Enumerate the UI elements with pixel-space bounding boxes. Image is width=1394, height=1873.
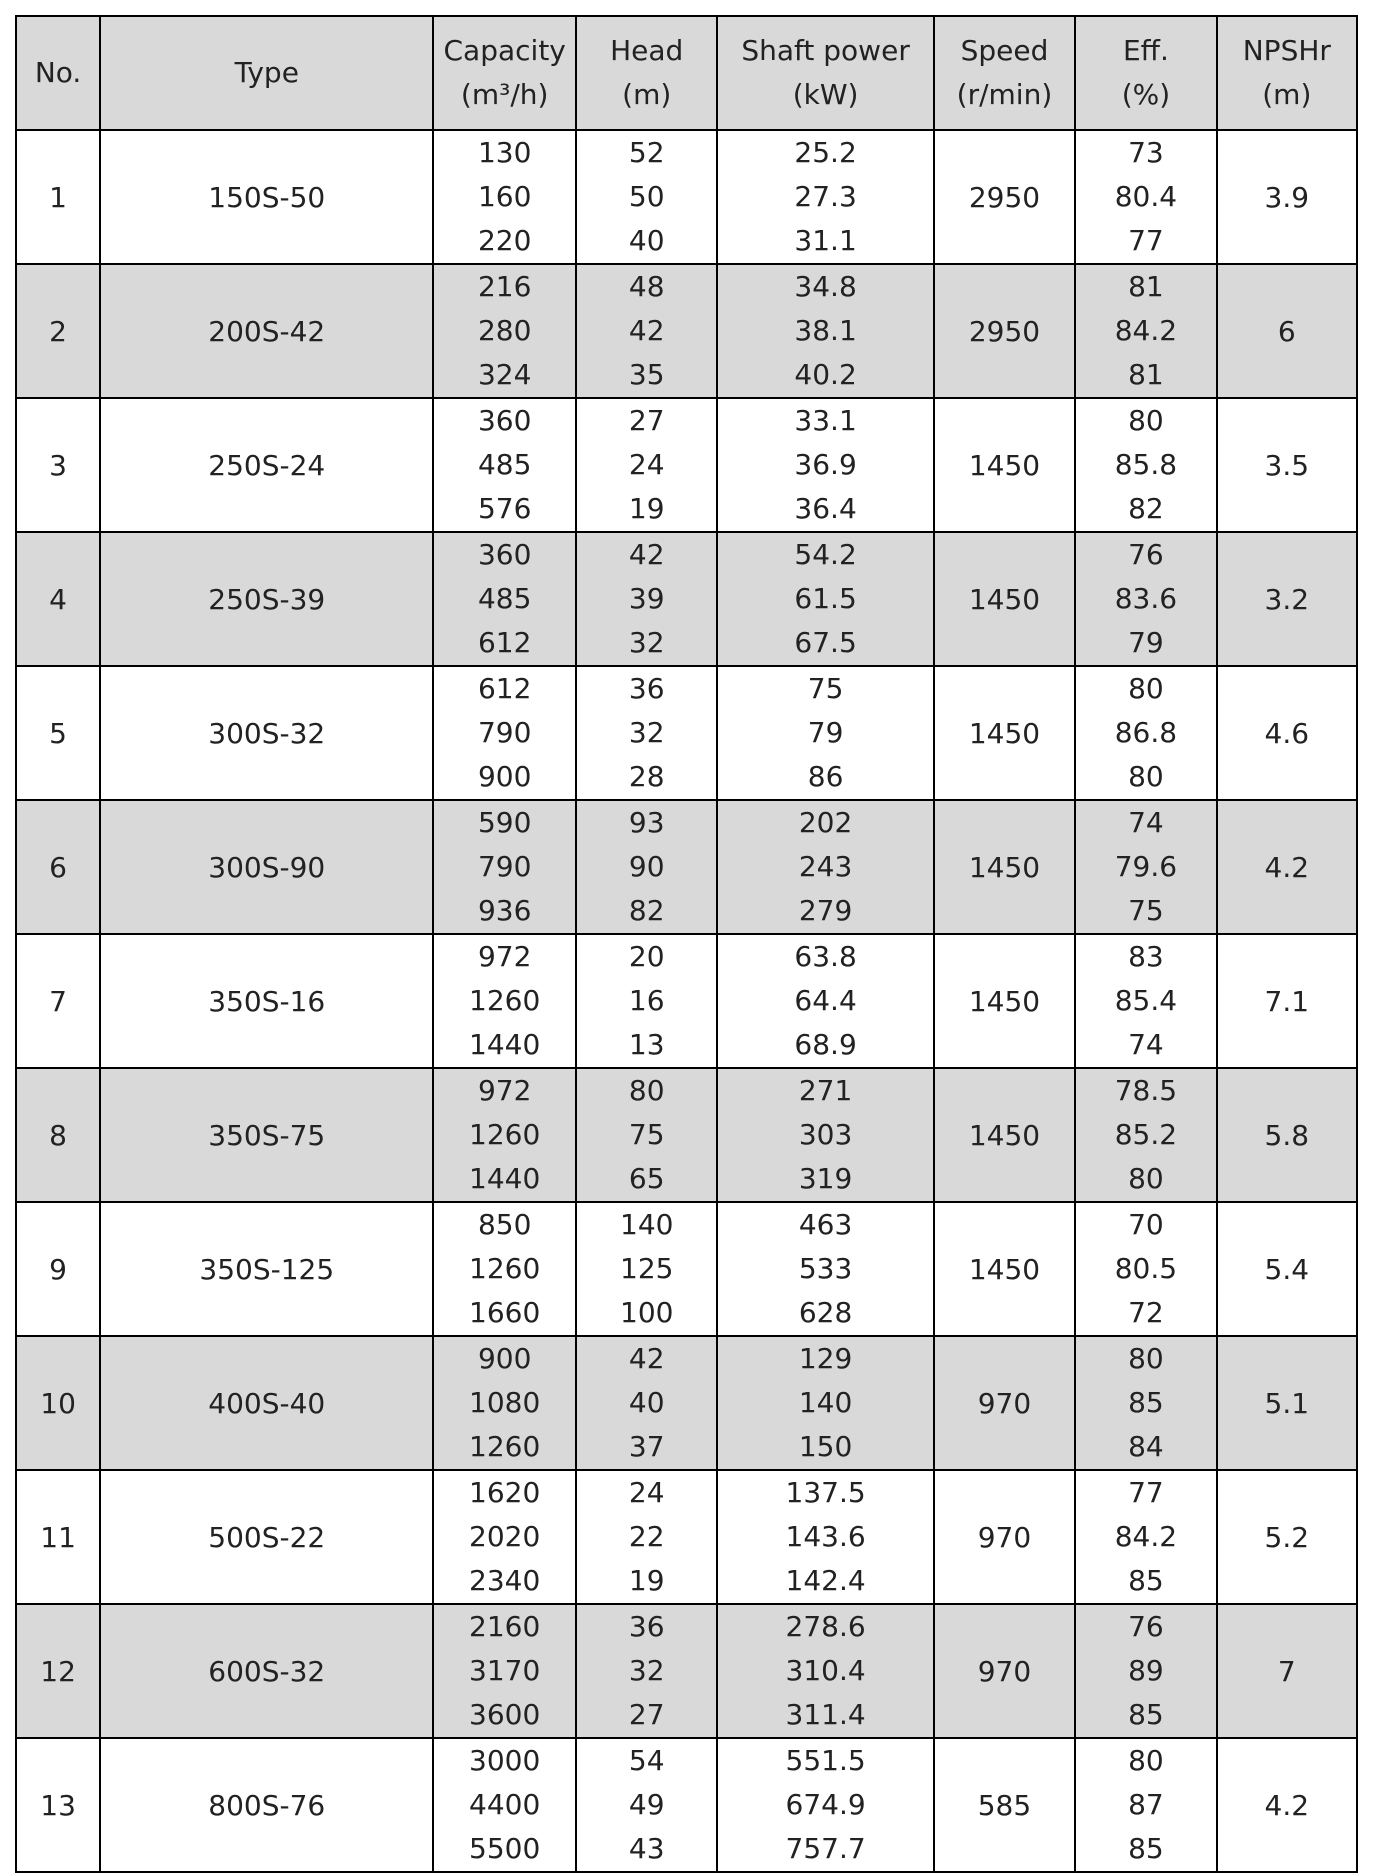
capacity-cell-value: 360 xyxy=(477,538,532,571)
capacity-cell-value: 2340 xyxy=(469,1564,541,1597)
shaft-power-cell-value: 533 xyxy=(798,1252,853,1285)
speed-cell: 1450 xyxy=(934,398,1075,532)
shaft-power-cell-value: 68.9 xyxy=(794,1028,857,1061)
pump-type: 350S-16 xyxy=(100,934,433,1068)
shaft-power-cell-value: 757.7 xyxy=(785,1832,866,1865)
header-label: Shaft power xyxy=(741,34,910,67)
speed-cell: 1450 xyxy=(934,666,1075,800)
shaft-power-cell xyxy=(717,934,933,1068)
head-cell-value: 36 xyxy=(628,672,665,705)
capacity-cell xyxy=(433,666,576,800)
capacity-cell-value: 324 xyxy=(477,358,532,391)
eff-cell xyxy=(1075,130,1216,264)
head-cell-value: 140 xyxy=(620,1208,674,1241)
capacity-cell xyxy=(433,398,576,532)
shaft-power-cell xyxy=(717,800,933,934)
capacity-cell-value: 2160 xyxy=(469,1610,541,1643)
capacity-cell xyxy=(433,264,576,398)
npshr-cell: 4.6 xyxy=(1217,666,1357,800)
pump-type: 350S-75 xyxy=(100,1068,433,1202)
row-number: 2 xyxy=(16,264,100,398)
speed-cell: 585 xyxy=(934,1738,1075,1872)
shaft-power-cell-value: 86 xyxy=(807,760,844,793)
head-cell-value: 24 xyxy=(628,1476,665,1509)
npshr-cell: 7.1 xyxy=(1217,934,1357,1068)
eff-cell-value: 84.2 xyxy=(1114,314,1178,347)
eff-cell-value: 87 xyxy=(1128,1788,1164,1821)
head-cell-value: 13 xyxy=(628,1028,665,1061)
capacity-cell-value: 485 xyxy=(477,582,532,615)
capacity-cell xyxy=(433,800,576,934)
head-cell xyxy=(576,532,717,666)
pump-type: 250S-24 xyxy=(100,398,433,532)
eff-cell-value: 84.2 xyxy=(1114,1520,1178,1553)
capacity-cell-value: 972 xyxy=(477,1074,532,1107)
head-cell-value: 75 xyxy=(628,1118,665,1151)
shaft-power-cell-value: 674.9 xyxy=(785,1788,866,1821)
eff-cell-value: 70 xyxy=(1128,1208,1164,1241)
head-cell xyxy=(576,264,717,398)
capacity-cell-value: 850 xyxy=(477,1208,532,1241)
table-row xyxy=(16,934,1357,1068)
table-row xyxy=(16,1604,1357,1738)
head-cell-value: 82 xyxy=(628,894,665,927)
npshr-cell: 6 xyxy=(1217,264,1357,398)
head-cell xyxy=(576,130,717,264)
capacity-cell-value: 612 xyxy=(477,672,532,705)
npshr-cell: 4.2 xyxy=(1217,800,1357,934)
capacity-cell-value: 612 xyxy=(477,626,532,659)
eff-cell-value: 73 xyxy=(1128,136,1164,169)
eff-cell-value: 75 xyxy=(1128,894,1164,927)
eff-cell-value: 80 xyxy=(1128,1744,1164,1777)
npshr-cell: 4.2 xyxy=(1217,1738,1357,1872)
head-cell-value: 54 xyxy=(628,1744,665,1777)
eff-cell-value: 82 xyxy=(1128,492,1164,525)
capacity-cell-value: 1260 xyxy=(469,984,541,1017)
eff-cell-value: 80 xyxy=(1128,1162,1164,1195)
head-cell-value: 24 xyxy=(628,448,665,481)
head-cell-value: 27 xyxy=(628,404,665,437)
shaft-power-cell-value: 61.5 xyxy=(794,582,857,615)
head-cell-value: 35 xyxy=(628,358,665,391)
eff-cell-value: 76 xyxy=(1128,1610,1164,1643)
capacity-cell-value: 790 xyxy=(477,850,532,883)
eff-cell-value: 85.2 xyxy=(1114,1118,1178,1151)
head-cell xyxy=(576,1202,717,1336)
capacity-cell xyxy=(433,130,576,264)
capacity-cell-value: 900 xyxy=(477,1342,532,1375)
eff-cell-value: 80.4 xyxy=(1114,180,1178,213)
row-number: 3 xyxy=(16,398,100,532)
head-cell-value: 100 xyxy=(620,1296,674,1329)
header-eff xyxy=(1075,16,1216,130)
pump-type: 400S-40 xyxy=(100,1336,433,1470)
header-label: Head xyxy=(610,34,684,67)
eff-cell-value: 77 xyxy=(1128,1476,1164,1509)
row-number: 13 xyxy=(16,1738,100,1872)
header-unit: (%) xyxy=(1121,78,1171,111)
header-capacity xyxy=(433,16,576,130)
header-type xyxy=(100,16,433,130)
shaft-power-cell-value: 319 xyxy=(798,1162,853,1195)
head-cell-value: 37 xyxy=(628,1430,665,1463)
pump-type: 800S-76 xyxy=(100,1738,433,1872)
capacity-cell xyxy=(433,934,576,1068)
row-number: 1 xyxy=(16,130,100,264)
shaft-power-cell-value: 36.4 xyxy=(794,492,857,525)
npshr-cell: 3.5 xyxy=(1217,398,1357,532)
capacity-cell-value: 1260 xyxy=(469,1252,541,1285)
eff-cell xyxy=(1075,934,1216,1068)
head-cell-value: 16 xyxy=(628,984,665,1017)
eff-cell-value: 83.6 xyxy=(1114,582,1178,615)
header-head xyxy=(576,16,717,130)
head-cell-value: 90 xyxy=(628,850,665,883)
head-cell-value: 19 xyxy=(628,1564,665,1597)
shaft-power-cell-value: 150 xyxy=(798,1430,853,1463)
speed-cell: 1450 xyxy=(934,532,1075,666)
shaft-power-cell-value: 202 xyxy=(798,806,853,839)
eff-cell-value: 74 xyxy=(1128,1028,1164,1061)
shaft-power-cell xyxy=(717,130,933,264)
header-label: Capacity xyxy=(443,34,566,67)
head-cell-value: 43 xyxy=(628,1832,665,1865)
shaft-power-cell-value: 38.1 xyxy=(794,314,857,347)
header-label: Speed xyxy=(960,34,1049,67)
eff-cell-value: 81 xyxy=(1128,270,1164,303)
capacity-cell-value: 1260 xyxy=(469,1430,541,1463)
speed-cell: 1450 xyxy=(934,1202,1075,1336)
head-cell-value: 40 xyxy=(628,1386,665,1419)
eff-cell xyxy=(1075,1068,1216,1202)
pump-type: 300S-32 xyxy=(100,666,433,800)
row-number: 12 xyxy=(16,1604,100,1738)
capacity-cell-value: 360 xyxy=(477,404,532,437)
capacity-cell xyxy=(433,1336,576,1470)
capacity-cell xyxy=(433,1202,576,1336)
head-cell-value: 49 xyxy=(628,1788,665,1821)
capacity-cell-value: 1260 xyxy=(469,1118,541,1151)
shaft-power-cell-value: 279 xyxy=(798,894,853,927)
header-npshr xyxy=(1217,16,1357,130)
capacity-cell-value: 220 xyxy=(477,224,532,257)
head-cell xyxy=(576,1604,717,1738)
npshr-cell: 5.4 xyxy=(1217,1202,1357,1336)
pump-performance-table xyxy=(15,15,1358,1873)
shaft-power-cell-value: 27.3 xyxy=(794,180,857,213)
table-row xyxy=(16,264,1357,398)
speed-cell: 970 xyxy=(934,1604,1075,1738)
eff-cell xyxy=(1075,1336,1216,1470)
capacity-cell-value: 5500 xyxy=(469,1832,541,1865)
table-row xyxy=(16,130,1357,264)
eff-cell-value: 80 xyxy=(1128,404,1164,437)
row-number: 5 xyxy=(16,666,100,800)
shaft-power-cell xyxy=(717,398,933,532)
capacity-cell-value: 1660 xyxy=(469,1296,541,1329)
head-cell-value: 80 xyxy=(628,1074,665,1107)
head-cell xyxy=(576,666,717,800)
pump-type: 300S-90 xyxy=(100,800,433,934)
eff-cell-value: 85 xyxy=(1128,1386,1164,1419)
shaft-power-cell-value: 463 xyxy=(798,1208,853,1241)
head-cell-value: 22 xyxy=(628,1520,665,1553)
speed-cell: 1450 xyxy=(934,934,1075,1068)
npshr-cell: 5.8 xyxy=(1217,1068,1357,1202)
shaft-power-cell-value: 628 xyxy=(798,1296,853,1329)
head-cell-value: 50 xyxy=(628,180,665,213)
shaft-power-cell xyxy=(717,532,933,666)
eff-cell-value: 74 xyxy=(1128,806,1164,839)
shaft-power-cell xyxy=(717,1202,933,1336)
head-cell-value: 48 xyxy=(628,270,665,303)
table-row xyxy=(16,1202,1357,1336)
table-row xyxy=(16,1470,1357,1604)
table-row xyxy=(16,532,1357,666)
head-cell-value: 32 xyxy=(628,1654,665,1687)
npshr-cell: 5.1 xyxy=(1217,1336,1357,1470)
shaft-power-cell-value: 64.4 xyxy=(794,984,857,1017)
pump-type: 150S-50 xyxy=(100,130,433,264)
eff-cell-value: 76 xyxy=(1128,538,1164,571)
header-label: Type xyxy=(234,56,299,89)
capacity-cell-value: 1620 xyxy=(469,1476,541,1509)
table-row xyxy=(16,1068,1357,1202)
capacity-cell xyxy=(433,1738,576,1872)
table-row xyxy=(16,1738,1357,1872)
eff-cell-value: 85 xyxy=(1128,1564,1164,1597)
pump-type: 200S-42 xyxy=(100,264,433,398)
shaft-power-cell-value: 140 xyxy=(798,1386,853,1419)
pump-type: 250S-39 xyxy=(100,532,433,666)
shaft-power-cell-value: 63.8 xyxy=(794,940,857,973)
shaft-power-cell-value: 79 xyxy=(807,716,844,749)
eff-cell xyxy=(1075,1738,1216,1872)
npshr-cell: 7 xyxy=(1217,1604,1357,1738)
head-cell-value: 40 xyxy=(628,224,665,257)
eff-cell xyxy=(1075,666,1216,800)
table-row xyxy=(16,800,1357,934)
header-unit: (r/min) xyxy=(956,78,1053,111)
shaft-power-cell-value: 54.2 xyxy=(794,538,857,571)
header-unit: (m³/h) xyxy=(460,78,549,111)
eff-cell-value: 80 xyxy=(1128,760,1164,793)
eff-cell xyxy=(1075,398,1216,532)
eff-cell xyxy=(1075,1604,1216,1738)
shaft-power-cell-value: 75 xyxy=(807,672,844,705)
eff-cell xyxy=(1075,800,1216,934)
shaft-power-cell-value: 129 xyxy=(798,1342,853,1375)
eff-cell-value: 85.8 xyxy=(1114,448,1178,481)
shaft-power-cell-value: 243 xyxy=(798,850,853,883)
head-cell-value: 42 xyxy=(628,314,665,347)
head-cell-value: 32 xyxy=(628,716,665,749)
capacity-cell-value: 590 xyxy=(477,806,532,839)
eff-cell-value: 80 xyxy=(1128,1342,1164,1375)
eff-cell-value: 86.8 xyxy=(1114,716,1178,749)
eff-cell-value: 79.6 xyxy=(1114,850,1178,883)
eff-cell xyxy=(1075,1470,1216,1604)
shaft-power-cell xyxy=(717,666,933,800)
capacity-cell-value: 790 xyxy=(477,716,532,749)
shaft-power-cell xyxy=(717,1738,933,1872)
shaft-power-cell-value: 271 xyxy=(798,1074,853,1107)
row-number: 6 xyxy=(16,800,100,934)
shaft-power-cell-value: 25.2 xyxy=(794,136,857,169)
capacity-cell xyxy=(433,1604,576,1738)
header-no xyxy=(16,16,100,130)
capacity-cell-value: 160 xyxy=(477,180,532,213)
capacity-cell-value: 900 xyxy=(477,760,532,793)
head-cell-value: 125 xyxy=(620,1252,674,1285)
shaft-power-cell-value: 310.4 xyxy=(785,1654,866,1687)
table-row xyxy=(16,1336,1357,1470)
header-shaft-power xyxy=(717,16,933,130)
shaft-power-cell-value: 40.2 xyxy=(794,358,857,391)
shaft-power-cell-value: 278.6 xyxy=(785,1610,866,1643)
eff-cell-value: 72 xyxy=(1128,1296,1164,1329)
table-header-row xyxy=(16,16,1357,130)
head-cell-value: 36 xyxy=(628,1610,665,1643)
eff-cell-value: 85.4 xyxy=(1114,984,1178,1017)
npshr-cell: 3.2 xyxy=(1217,532,1357,666)
capacity-cell-value: 216 xyxy=(477,270,532,303)
shaft-power-cell-value: 67.5 xyxy=(794,626,857,659)
pump-type: 600S-32 xyxy=(100,1604,433,1738)
head-cell-value: 93 xyxy=(628,806,665,839)
shaft-power-cell xyxy=(717,1604,933,1738)
header-unit: (m) xyxy=(1262,78,1312,111)
capacity-cell-value: 130 xyxy=(477,136,532,169)
capacity-cell-value: 485 xyxy=(477,448,532,481)
capacity-cell-value: 1440 xyxy=(469,1028,541,1061)
row-number: 11 xyxy=(16,1470,100,1604)
shaft-power-cell xyxy=(717,264,933,398)
shaft-power-cell xyxy=(717,1068,933,1202)
eff-cell xyxy=(1075,1202,1216,1336)
row-number: 4 xyxy=(16,532,100,666)
table-row xyxy=(16,398,1357,532)
eff-cell-value: 79 xyxy=(1128,626,1164,659)
head-cell-value: 19 xyxy=(628,492,665,525)
shaft-power-cell-value: 303 xyxy=(798,1118,853,1151)
header-label: No. xyxy=(34,56,82,89)
head-cell xyxy=(576,1470,717,1604)
head-cell xyxy=(576,934,717,1068)
head-cell xyxy=(576,1738,717,1872)
pump-type: 350S-125 xyxy=(100,1202,433,1336)
table-row xyxy=(16,666,1357,800)
pump-type: 500S-22 xyxy=(100,1470,433,1604)
head-cell-value: 42 xyxy=(628,1342,665,1375)
capacity-cell-value: 3170 xyxy=(469,1654,541,1687)
header-label: Eff. xyxy=(1122,34,1169,67)
header-speed xyxy=(934,16,1075,130)
eff-cell-value: 83 xyxy=(1128,940,1164,973)
head-cell-value: 52 xyxy=(628,136,665,169)
head-cell-value: 65 xyxy=(628,1162,665,1195)
shaft-power-cell-value: 142.4 xyxy=(785,1564,866,1597)
eff-cell-value: 77 xyxy=(1128,224,1164,257)
capacity-cell-value: 4400 xyxy=(469,1788,541,1821)
capacity-cell-value: 1440 xyxy=(469,1162,541,1195)
capacity-cell-value: 2020 xyxy=(469,1520,541,1553)
eff-cell-value: 80.5 xyxy=(1114,1252,1178,1285)
npshr-cell: 5.2 xyxy=(1217,1470,1357,1604)
eff-cell-value: 85 xyxy=(1128,1698,1164,1731)
capacity-cell-value: 576 xyxy=(477,492,532,525)
capacity-cell-value: 3600 xyxy=(469,1698,541,1731)
head-cell xyxy=(576,800,717,934)
head-cell xyxy=(576,1068,717,1202)
shaft-power-cell-value: 34.8 xyxy=(794,270,857,303)
header-unit: (m) xyxy=(622,78,672,111)
shaft-power-cell-value: 143.6 xyxy=(785,1520,866,1553)
eff-cell-value: 84 xyxy=(1128,1430,1164,1463)
eff-cell-value: 81 xyxy=(1128,358,1164,391)
capacity-cell-value: 936 xyxy=(477,894,532,927)
head-cell-value: 20 xyxy=(628,940,665,973)
speed-cell: 970 xyxy=(934,1470,1075,1604)
speed-cell: 970 xyxy=(934,1336,1075,1470)
head-cell-value: 42 xyxy=(628,538,665,571)
speed-cell: 1450 xyxy=(934,1068,1075,1202)
eff-cell-value: 80 xyxy=(1128,672,1164,705)
eff-cell-value: 85 xyxy=(1128,1832,1164,1865)
row-number: 7 xyxy=(16,934,100,1068)
head-cell-value: 32 xyxy=(628,626,665,659)
shaft-power-cell-value: 36.9 xyxy=(794,448,857,481)
table-body xyxy=(16,130,1357,1872)
head-cell-value: 27 xyxy=(628,1698,665,1731)
eff-cell-value: 78.5 xyxy=(1114,1074,1178,1107)
row-number: 9 xyxy=(16,1202,100,1336)
speed-cell: 1450 xyxy=(934,800,1075,934)
capacity-cell-value: 280 xyxy=(477,314,532,347)
npshr-cell: 3.9 xyxy=(1217,130,1357,264)
shaft-power-cell xyxy=(717,1336,933,1470)
head-cell xyxy=(576,1336,717,1470)
shaft-power-cell-value: 311.4 xyxy=(785,1698,866,1731)
capacity-cell xyxy=(433,1068,576,1202)
eff-cell xyxy=(1075,532,1216,666)
shaft-power-cell-value: 31.1 xyxy=(794,224,857,257)
row-number: 10 xyxy=(16,1336,100,1470)
eff-cell-value: 89 xyxy=(1128,1654,1164,1687)
speed-cell: 2950 xyxy=(934,130,1075,264)
capacity-cell xyxy=(433,532,576,666)
speed-cell: 2950 xyxy=(934,264,1075,398)
capacity-cell-value: 3000 xyxy=(469,1744,541,1777)
capacity-cell-value: 1080 xyxy=(469,1386,541,1419)
head-cell-value: 28 xyxy=(628,760,665,793)
header-label: NPSHr xyxy=(1242,34,1331,67)
header-unit: (kW) xyxy=(792,78,859,111)
head-cell xyxy=(576,398,717,532)
head-cell-value: 39 xyxy=(628,582,665,615)
row-number: 8 xyxy=(16,1068,100,1202)
shaft-power-cell-value: 33.1 xyxy=(794,404,857,437)
capacity-cell-value: 972 xyxy=(477,940,532,973)
shaft-power-cell-value: 137.5 xyxy=(785,1476,866,1509)
eff-cell xyxy=(1075,264,1216,398)
shaft-power-cell xyxy=(717,1470,933,1604)
shaft-power-cell-value: 551.5 xyxy=(785,1744,866,1777)
capacity-cell xyxy=(433,1470,576,1604)
